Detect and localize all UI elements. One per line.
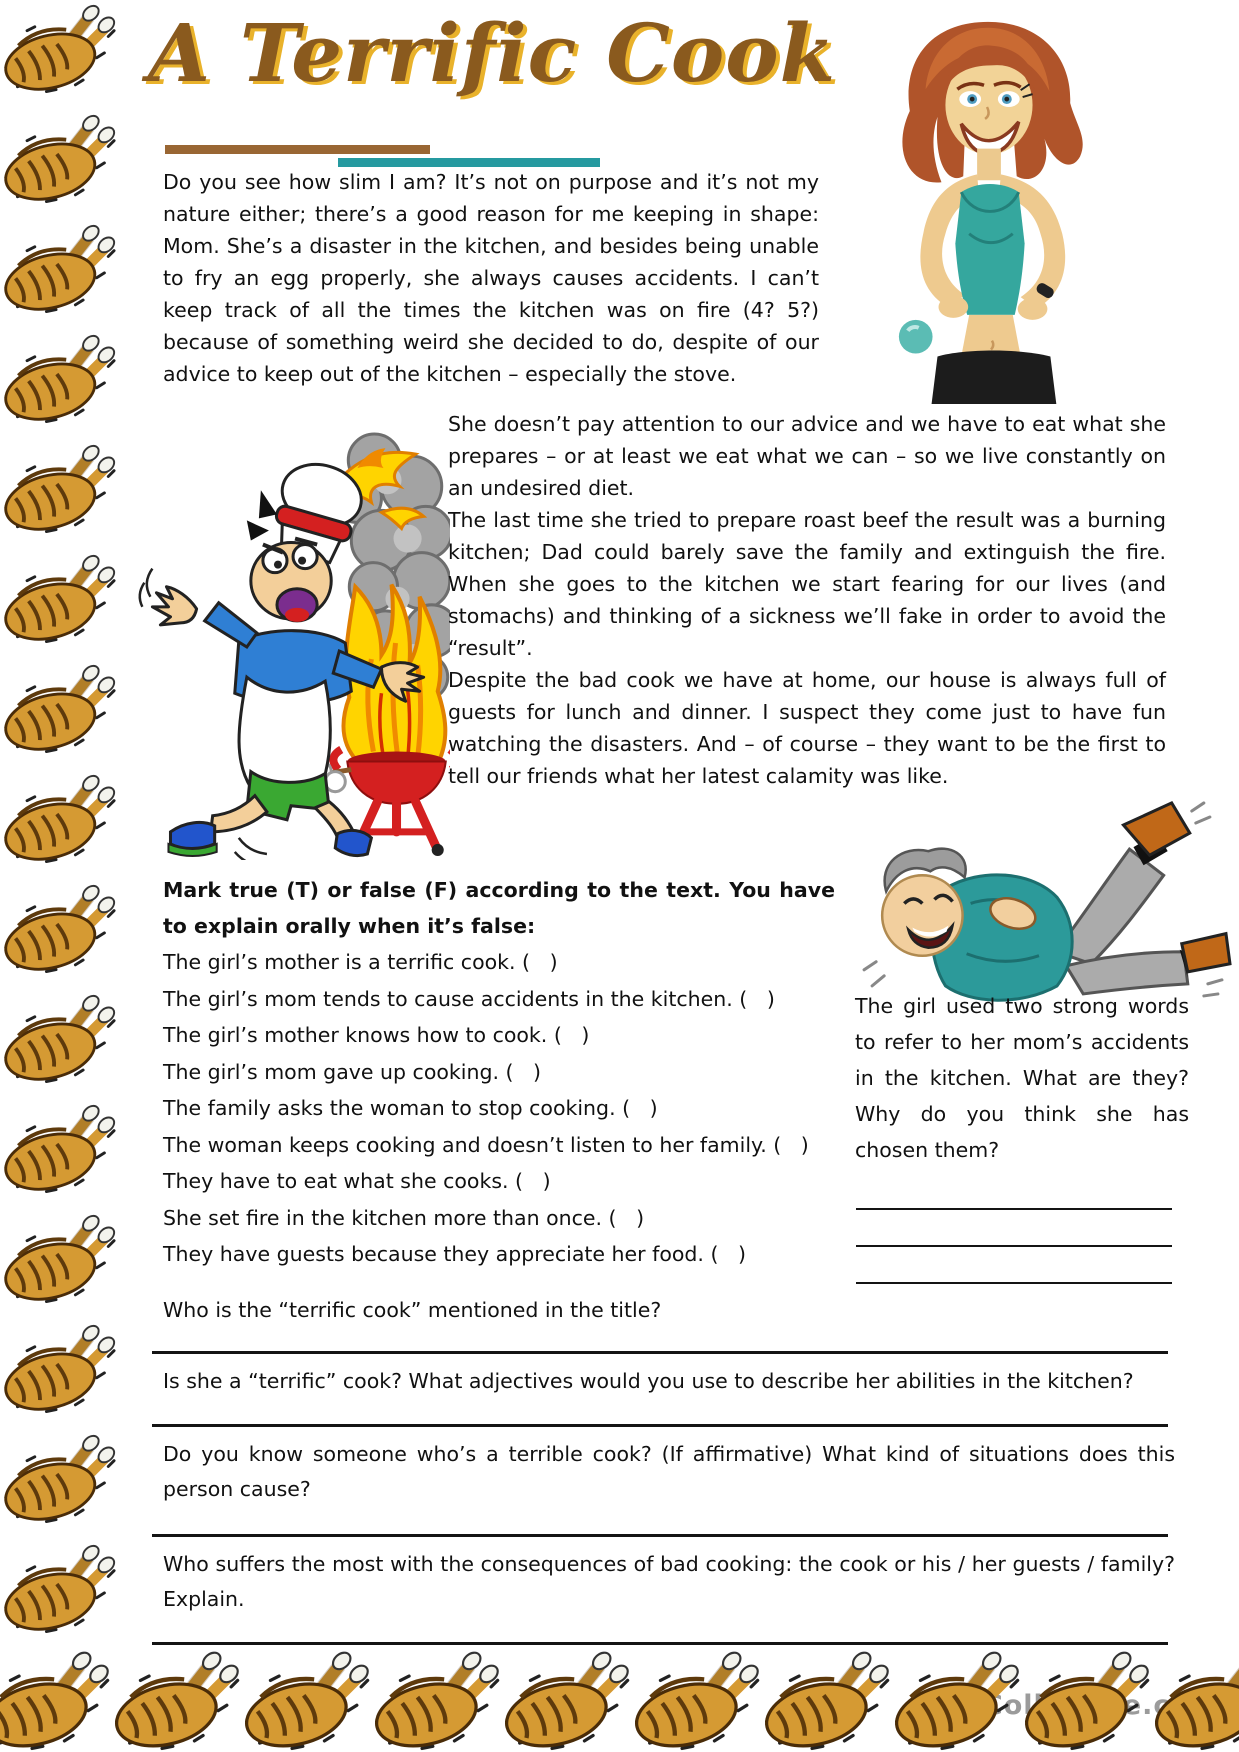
- roast-chicken-icon: [0, 660, 116, 760]
- roast-chicken-icon: [0, 440, 116, 540]
- roast-chicken-icon: [0, 990, 116, 1090]
- title-underline-brown: [165, 145, 430, 154]
- roast-chicken-icon: [0, 880, 116, 980]
- roast-chicken-icon: [0, 550, 116, 650]
- story-paragraph-4: Despite the bad cook we have at home, our house is always full of guests for lunch and dinner. I suspect they come just to have fun watching the disasters. And – of course – they want to be the first to tell our friends what her latest calamity was like.: [448, 668, 1166, 788]
- roast-chicken-icon: [0, 220, 116, 320]
- roast-chicken-icon: [0, 1320, 116, 1420]
- roast-chicken-icon: [1150, 1648, 1239, 1752]
- story-paragraph-1: Do you see how slim I am? It’s not on purpose and it’s not my nature either; there’s a good reason for me keeping in shape: Mom. She’s a disaster in the kitchen, and besides being unable to fry an egg properly, she always causes accidents. I can’t keep track of all the times the kitchen was on fire (4? 5?) because of something weird she decided to do, despite of our advice to keep out of the kitchen – especially the stove.: [163, 170, 819, 386]
- answer-line: [152, 1351, 1168, 1354]
- side-question: The girl used two strong words to refer to her mom’s accidents in the kitchen. What are they? Why do you think she has chosen them?: [855, 994, 1189, 1162]
- panicked-cook-illustration: [118, 428, 450, 860]
- roast-chicken-icon: [1020, 1648, 1150, 1752]
- roast-chicken-icon: [0, 1210, 116, 1310]
- true-false-item: The girl’s mom tends to cause accidents in the kitchen. ( ): [163, 986, 775, 1011]
- answer-line: [152, 1534, 1168, 1537]
- true-false-instructions: Mark true (T) or false (F) according to the text. You have to explain orally when it’s false:: [163, 878, 835, 938]
- roast-chicken-icon: [0, 1648, 110, 1752]
- roast-chicken-icon: [0, 330, 116, 430]
- roast-chicken-icon: [890, 1648, 1020, 1752]
- roast-chicken-icon: [110, 1648, 240, 1752]
- slim-woman-illustration: [872, 8, 1104, 404]
- answer-line: [856, 1282, 1172, 1284]
- answer-line: [152, 1642, 1168, 1645]
- answer-line: [152, 1424, 1168, 1427]
- true-false-item: They have guests because they appreciate her food. ( ): [163, 1242, 746, 1266]
- true-false-item: The woman keeps cooking and doesn’t listen to her family. ( ): [163, 1132, 809, 1157]
- true-false-item: The girl’s mother knows how to cook. ( ): [163, 1023, 590, 1047]
- story-paragraph-2: She doesn’t pay attention to our advice and we have to eat what she prepares – or at least we eat what we can – so we live constantly on an undesired diet.: [448, 412, 1166, 500]
- roast-chicken-icon: [0, 1540, 116, 1640]
- roast-chicken-icon: [500, 1648, 630, 1752]
- story-paragraphs-2-4: [448, 408, 1166, 792]
- roast-chicken-icon: [0, 1430, 116, 1530]
- story-paragraph-3: The last time she tried to prepare roast beef the result was a burning kitchen; Dad could barely save the family and extinguish the fire. When she goes to the kitchen we start fearing for our lives (and stomachs) and thinking of a sickness we’ll fake in order to avoid the “result”.: [448, 508, 1166, 660]
- open-question-1: Who is the “terrific cook” mentioned in the title?: [163, 1298, 662, 1322]
- roast-chicken-icon: [0, 1100, 116, 1200]
- open-question-4: Who suffers the most with the consequences of bad cooking: the cook or his / her guests / family? Explain.: [163, 1552, 1175, 1611]
- true-false-item: The family asks the woman to stop cooking. ( ): [163, 1096, 658, 1120]
- true-false-item: They have to eat what she cooks. ( ): [163, 1169, 551, 1193]
- true-false-item: The girl’s mom gave up cooking. ( ): [163, 1059, 542, 1084]
- roast-chicken-icon: [0, 110, 116, 210]
- open-question-3: Do you know someone who’s a terrible cook? (If affirmative) What kind of situations does this person cause?: [163, 1442, 1175, 1501]
- true-false-item: She set fire in the kitchen more than once. ( ): [163, 1205, 645, 1230]
- open-question-2: Is she a “terrific” cook? What adjectives would you use to describe her abilities in the kitchen?: [163, 1369, 1134, 1393]
- true-false-list: [163, 944, 863, 1273]
- roast-chicken-icon: [760, 1648, 890, 1752]
- answer-line: [856, 1208, 1172, 1210]
- true-false-item: The girl’s mother is a terrific cook. ( ): [163, 950, 558, 974]
- roast-chicken-icon: [240, 1648, 370, 1752]
- roast-chicken-icon: [0, 770, 116, 870]
- roast-chicken-icon: [0, 0, 116, 100]
- page-title: A Terrific Cook: [148, 6, 837, 100]
- roast-chicken-icon: [370, 1648, 500, 1752]
- answer-line: [856, 1245, 1172, 1247]
- roast-chicken-icon: [630, 1648, 760, 1752]
